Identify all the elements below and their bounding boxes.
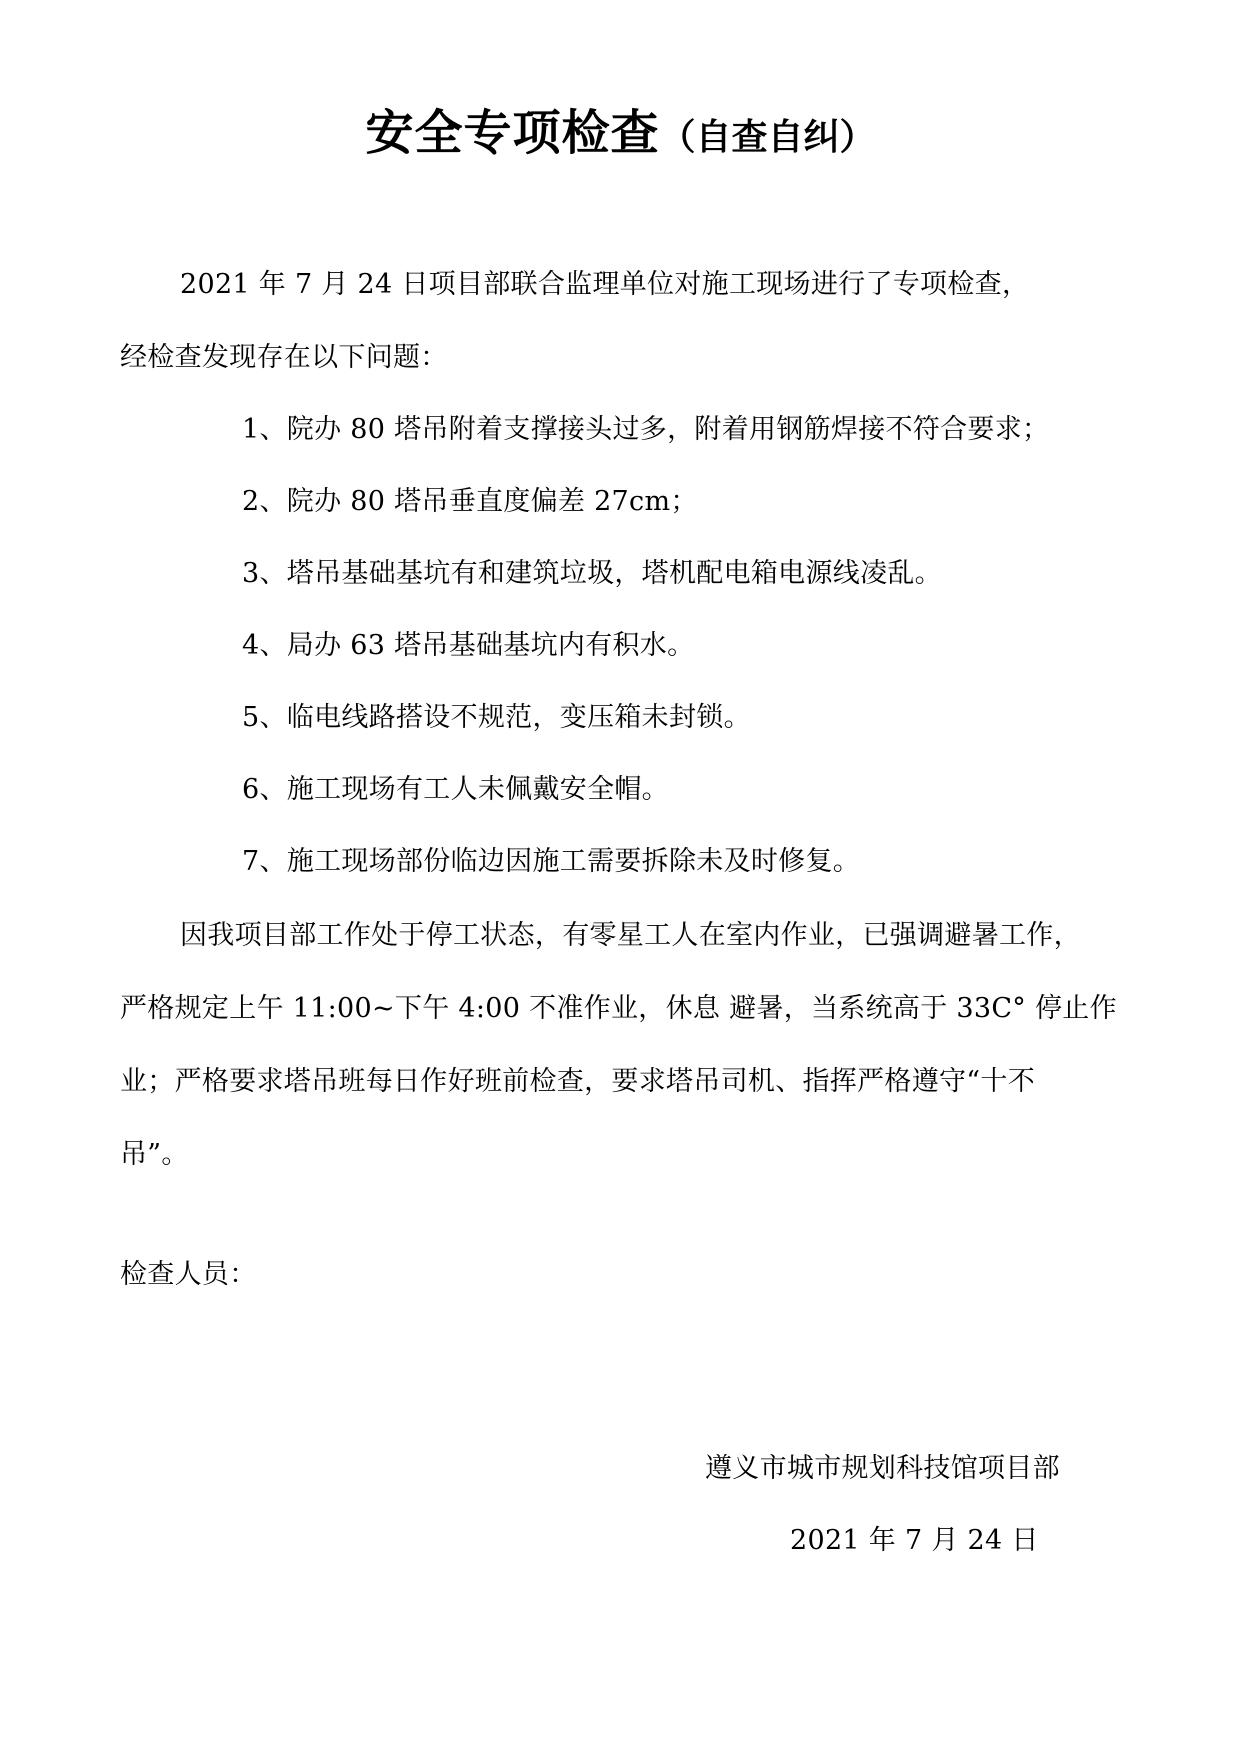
summary-line-3: 业；严格要求塔吊班每日作好班前检查，要求塔吊司机、指挥严格遵守“十不: [120, 1066, 1036, 1097]
issue-item-3: 3、塔吊基础基坑有和建筑垃圾，塔机配电箱电源线凌乱。: [242, 558, 942, 589]
summary-line-1: 因我项目部工作处于停工状态，有零星工人在室内作业，已强调避暑工作，: [180, 920, 1081, 951]
intro-line-1: 2021 年 7 月 24 日项目部联合监理单位对施工现场进行了专项检查，: [180, 269, 1030, 300]
summary-line-4: 吊”。: [120, 1139, 189, 1170]
issue-item-4: 4、局办 63 塔吊基础基坑内有积水。: [242, 630, 695, 661]
organization-signature: 遵义市城市规划科技馆项目部: [705, 1453, 1060, 1484]
issue-item-2: 2、院办 80 塔吊垂直度偏差 27cm；: [242, 486, 698, 517]
issue-item-1: 1、院办 80 塔吊附着支撑接头过多，附着用钢筋焊接不符合要求；: [242, 414, 1050, 445]
signature-date: 2021 年 7 月 24 日: [790, 1525, 1039, 1556]
title-main: 安全专项检查: [365, 105, 660, 161]
issue-item-5: 5、临电线路搭设不规范，变压箱未封锁。: [242, 702, 751, 733]
page-title: [0, 94, 1241, 163]
issue-item-7: 7、施工现场部份临边因施工需要拆除未及时修复。: [242, 846, 861, 877]
inspector-label: 检查人员：: [120, 1259, 257, 1290]
summary-line-2: 严格规定上午 11:00~下午 4:00 不准作业，休息 避暑，当系统高于 33C° 停止作: [120, 993, 1117, 1024]
intro-line-2: 经检查发现存在以下问题：: [120, 342, 448, 373]
issue-item-6: 6、施工现场有工人未佩戴安全帽。: [242, 774, 669, 805]
title-subtitle: （自查自纠）: [659, 116, 876, 158]
